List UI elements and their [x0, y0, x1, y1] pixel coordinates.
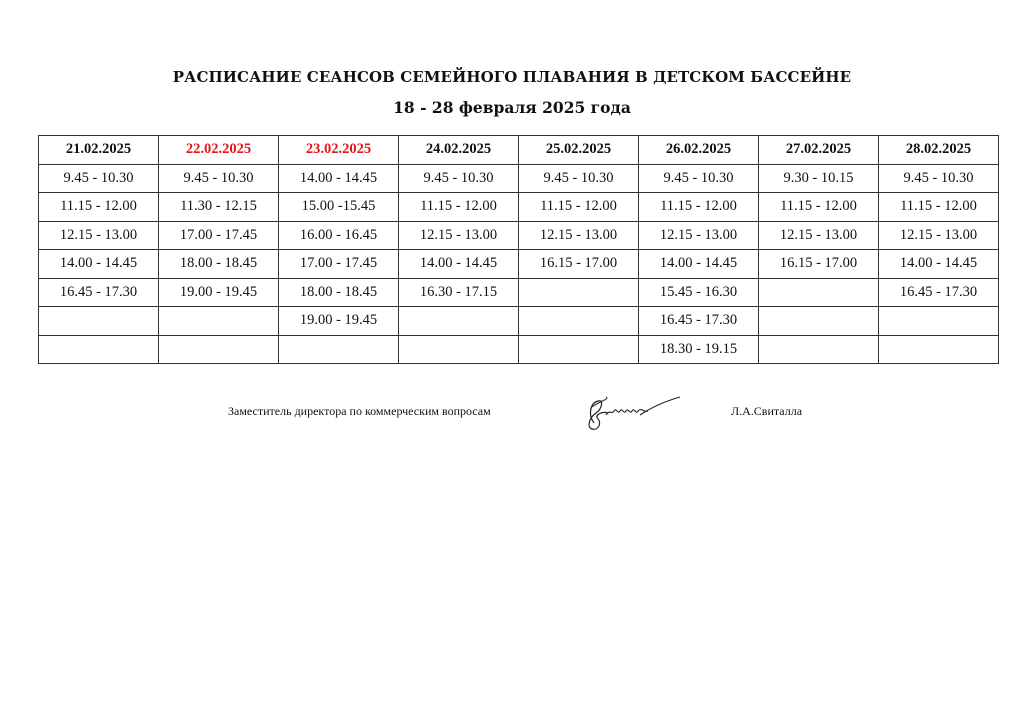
session-cell: 11.15 - 12.00: [639, 193, 759, 222]
session-cell: 14.00 - 14.45: [279, 164, 399, 193]
session-cell: [519, 307, 639, 336]
signatory-position: Заместитель директора по коммерческим вопросам: [228, 404, 491, 418]
schedule-table: [38, 135, 999, 364]
session-cell: 16.45 - 17.30: [39, 278, 159, 307]
session-cell: 11.15 - 12.00: [39, 193, 159, 222]
session-cell: 19.00 - 19.45: [279, 307, 399, 336]
table-row: [39, 278, 999, 307]
session-cell: 9.45 - 10.30: [159, 164, 279, 193]
session-cell: 16.15 - 17.00: [759, 250, 879, 279]
session-cell: 16.00 - 16.45: [279, 221, 399, 250]
session-cell: [759, 307, 879, 336]
session-cell: 12.15 - 13.00: [759, 221, 879, 250]
date-header: 28.02.2025: [879, 136, 999, 165]
table-row: [39, 307, 999, 336]
session-cell: 9.30 - 10.15: [759, 164, 879, 193]
session-cell: [399, 335, 519, 364]
session-cell: 11.30 - 12.15: [159, 193, 279, 222]
session-cell: 14.00 - 14.45: [399, 250, 519, 279]
session-cell: 18.00 - 18.45: [159, 250, 279, 279]
session-cell: 14.00 - 14.45: [39, 250, 159, 279]
date-header: 23.02.2025: [279, 136, 399, 165]
date-header: 21.02.2025: [39, 136, 159, 165]
table-row: [39, 193, 999, 222]
document-subtitle: 18 - 28 февраля 2025 года: [393, 98, 631, 117]
date-header: 25.02.2025: [519, 136, 639, 165]
signature-icon: [580, 393, 684, 433]
session-cell: [519, 335, 639, 364]
session-cell: 9.45 - 10.30: [399, 164, 519, 193]
session-cell: 9.45 - 10.30: [639, 164, 759, 193]
session-cell: 16.45 - 17.30: [879, 278, 999, 307]
session-cell: 9.45 - 10.30: [39, 164, 159, 193]
session-cell: [879, 335, 999, 364]
session-cell: 16.30 - 17.15: [399, 278, 519, 307]
session-cell: [279, 335, 399, 364]
table-row: [39, 250, 999, 279]
session-cell: [399, 307, 519, 336]
table-row: [39, 221, 999, 250]
session-cell: [39, 335, 159, 364]
session-cell: 18.00 - 18.45: [279, 278, 399, 307]
session-cell: 12.15 - 13.00: [39, 221, 159, 250]
session-cell: [759, 335, 879, 364]
date-header: 22.02.2025: [159, 136, 279, 165]
session-cell: 12.15 - 13.00: [399, 221, 519, 250]
session-cell: 9.45 - 10.30: [519, 164, 639, 193]
session-cell: 12.15 - 13.00: [879, 221, 999, 250]
session-cell: 19.00 - 19.45: [159, 278, 279, 307]
session-cell: 11.15 - 12.00: [879, 193, 999, 222]
session-cell: 9.45 - 10.30: [879, 164, 999, 193]
session-cell: 18.30 - 19.15: [639, 335, 759, 364]
session-cell: [159, 307, 279, 336]
document-title: РАСПИСАНИЕ СЕАНСОВ СЕМЕЙНОГО ПЛАВАНИЯ В ДЕТСКОМ БАССЕЙНЕ: [172, 68, 852, 86]
header-row: [39, 136, 999, 165]
table-row: [39, 335, 999, 364]
session-cell: 14.00 - 14.45: [639, 250, 759, 279]
date-header: 27.02.2025: [759, 136, 879, 165]
session-cell: 15.00 -15.45: [279, 193, 399, 222]
session-cell: 11.15 - 12.00: [519, 193, 639, 222]
session-cell: [159, 335, 279, 364]
session-cell: 14.00 - 14.45: [879, 250, 999, 279]
session-cell: 15.45 - 16.30: [639, 278, 759, 307]
session-cell: [879, 307, 999, 336]
session-cell: [759, 278, 879, 307]
session-cell: [519, 278, 639, 307]
session-cell: 11.15 - 12.00: [759, 193, 879, 222]
session-cell: 16.45 - 17.30: [639, 307, 759, 336]
session-cell: 17.00 - 17.45: [159, 221, 279, 250]
session-cell: 11.15 - 12.00: [399, 193, 519, 222]
session-cell: 17.00 - 17.45: [279, 250, 399, 279]
session-cell: 12.15 - 13.00: [519, 221, 639, 250]
signatory-name: Л.А.Свиталла: [731, 404, 803, 418]
session-cell: 16.15 - 17.00: [519, 250, 639, 279]
date-header: 24.02.2025: [399, 136, 519, 165]
table-row: [39, 164, 999, 193]
session-cell: [39, 307, 159, 336]
date-header: 26.02.2025: [639, 136, 759, 165]
session-cell: 12.15 - 13.00: [639, 221, 759, 250]
